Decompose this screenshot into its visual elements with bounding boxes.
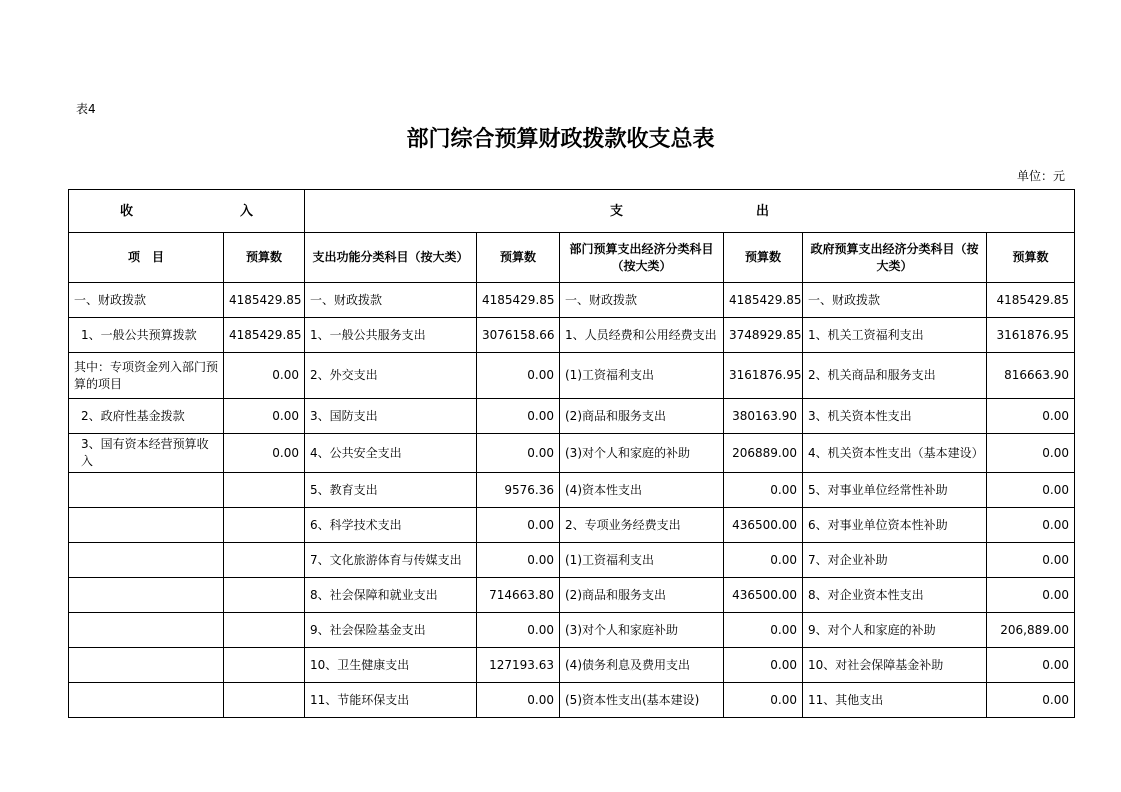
gov-econ-item-cell: 4、机关资本性支出（基本建设） xyxy=(803,434,987,473)
col-header-budget: 预算数 xyxy=(987,233,1075,283)
gov-econ-item-cell: 8、对企业资本性支出 xyxy=(803,578,987,613)
func-amount-cell: 0.00 xyxy=(477,353,560,399)
func-item-cell: 3、国防支出 xyxy=(305,399,477,434)
col-header-gov-econ: 政府预算支出经济分类科目（按大类） xyxy=(803,233,987,283)
income-item-cell xyxy=(69,543,224,578)
income-header xyxy=(69,190,305,233)
col-header-func: 支出功能分类科目（按大类） xyxy=(305,233,477,283)
dept-econ-amount-cell: 436500.00 xyxy=(724,578,803,613)
col-header-dept-econ: 部门预算支出经济分类科目（按大类） xyxy=(560,233,724,283)
dept-econ-item-cell: 1、人员经费和公用经费支出 xyxy=(560,318,724,353)
income-amount-cell xyxy=(224,578,305,613)
gov-econ-amount-cell: 0.00 xyxy=(987,683,1075,718)
func-amount-cell: 0.00 xyxy=(477,683,560,718)
expense-header xyxy=(305,190,1075,233)
gov-econ-amount-cell: 0.00 xyxy=(987,473,1075,508)
func-amount-cell: 0.00 xyxy=(477,543,560,578)
income-item-cell xyxy=(69,613,224,648)
gov-econ-amount-cell: 4185429.85 xyxy=(987,283,1075,318)
header-row-1 xyxy=(69,190,1075,233)
income-item-cell: 1、一般公共预算拨款 xyxy=(69,318,224,353)
table-row xyxy=(69,473,1075,508)
dept-econ-amount-cell: 3748929.85 xyxy=(724,318,803,353)
header-row-2 xyxy=(69,233,1075,283)
col-header-budget: 预算数 xyxy=(477,233,560,283)
gov-econ-item-cell: 7、对企业补助 xyxy=(803,543,987,578)
income-header-right: 入 xyxy=(239,203,253,219)
gov-econ-item-cell: 一、财政拨款 xyxy=(803,283,987,318)
gov-econ-item-cell: 11、其他支出 xyxy=(803,683,987,718)
page-title: 部门综合预算财政拨款收支总表 xyxy=(406,126,715,152)
budget-table xyxy=(68,189,1075,718)
func-item-cell: 一、财政拨款 xyxy=(305,283,477,318)
dept-econ-item-cell: (2)商品和服务支出 xyxy=(560,578,724,613)
table-row xyxy=(69,683,1075,718)
dept-econ-item-cell: (1)工资福利支出 xyxy=(560,543,724,578)
dept-econ-amount-cell: 436500.00 xyxy=(724,508,803,543)
func-amount-cell: 0.00 xyxy=(477,613,560,648)
income-item-cell: 2、政府性基金拨款 xyxy=(69,399,224,434)
income-header-left: 收 xyxy=(120,203,134,219)
gov-econ-amount-cell: 3161876.95 xyxy=(987,318,1075,353)
dept-econ-amount-cell: 380163.90 xyxy=(724,399,803,434)
gov-econ-amount-cell: 0.00 xyxy=(987,578,1075,613)
gov-econ-amount-cell: 206,889.00 xyxy=(987,613,1075,648)
func-amount-cell: 0.00 xyxy=(477,434,560,473)
table-number: 表4 xyxy=(76,102,96,116)
dept-econ-item-cell: (3)对个人和家庭的补助 xyxy=(560,434,724,473)
gov-econ-item-cell: 9、对个人和家庭的补助 xyxy=(803,613,987,648)
dept-econ-item-cell: 2、专项业务经费支出 xyxy=(560,508,724,543)
dept-econ-item-cell: 一、财政拨款 xyxy=(560,283,724,318)
table-row xyxy=(69,648,1075,683)
func-item-cell: 1、一般公共服务支出 xyxy=(305,318,477,353)
income-item-cell xyxy=(69,578,224,613)
func-item-cell: 5、教育支出 xyxy=(305,473,477,508)
income-amount-cell xyxy=(224,508,305,543)
table-row xyxy=(69,613,1075,648)
income-amount-cell: 4185429.85 xyxy=(224,283,305,318)
col-header-item: 项 目 xyxy=(69,233,224,283)
gov-econ-item-cell: 1、机关工资福利支出 xyxy=(803,318,987,353)
func-item-cell: 10、卫生健康支出 xyxy=(305,648,477,683)
table-row xyxy=(69,318,1075,353)
dept-econ-item-cell: (3)对个人和家庭补助 xyxy=(560,613,724,648)
gov-econ-amount-cell: 0.00 xyxy=(987,543,1075,578)
dept-econ-item-cell: (4)债务利息及费用支出 xyxy=(560,648,724,683)
gov-econ-amount-cell: 0.00 xyxy=(987,508,1075,543)
gov-econ-amount-cell: 0.00 xyxy=(987,648,1075,683)
income-item-cell xyxy=(69,683,224,718)
func-amount-cell: 9576.36 xyxy=(477,473,560,508)
dept-econ-amount-cell: 3161876.95 xyxy=(724,353,803,399)
table-row xyxy=(69,508,1075,543)
expense-header-right: 出 xyxy=(755,203,769,219)
func-item-cell: 8、社会保障和就业支出 xyxy=(305,578,477,613)
income-amount-cell: 0.00 xyxy=(224,399,305,434)
income-amount-cell: 0.00 xyxy=(224,353,305,399)
table-row xyxy=(69,353,1075,399)
gov-econ-amount-cell: 0.00 xyxy=(987,399,1075,434)
income-amount-cell: 0.00 xyxy=(224,434,305,473)
col-header-budget: 预算数 xyxy=(724,233,803,283)
gov-econ-item-cell: 6、对事业单位资本性补助 xyxy=(803,508,987,543)
dept-econ-item-cell: (2)商品和服务支出 xyxy=(560,399,724,434)
gov-econ-item-cell: 10、对社会保障基金补助 xyxy=(803,648,987,683)
func-item-cell: 4、公共安全支出 xyxy=(305,434,477,473)
income-amount-cell xyxy=(224,473,305,508)
income-amount-cell xyxy=(224,543,305,578)
dept-econ-amount-cell: 0.00 xyxy=(724,648,803,683)
dept-econ-amount-cell: 206889.00 xyxy=(724,434,803,473)
income-item-cell: 一、财政拨款 xyxy=(69,283,224,318)
table-row xyxy=(69,543,1075,578)
income-amount-cell xyxy=(224,613,305,648)
income-item-cell: 3、国有资本经营预算收入 xyxy=(69,434,224,473)
table-row xyxy=(69,434,1075,473)
income-item-cell xyxy=(69,648,224,683)
dept-econ-amount-cell: 0.00 xyxy=(724,473,803,508)
func-item-cell: 7、文化旅游体育与传媒支出 xyxy=(305,543,477,578)
table-row xyxy=(69,578,1075,613)
income-amount-cell xyxy=(224,683,305,718)
func-item-cell: 11、节能环保支出 xyxy=(305,683,477,718)
func-amount-cell: 0.00 xyxy=(477,508,560,543)
dept-econ-amount-cell: 0.00 xyxy=(724,683,803,718)
func-amount-cell: 0.00 xyxy=(477,399,560,434)
gov-econ-item-cell: 5、对事业单位经常性补助 xyxy=(803,473,987,508)
gov-econ-amount-cell: 0.00 xyxy=(987,434,1075,473)
gov-econ-item-cell: 3、机关资本性支出 xyxy=(803,399,987,434)
func-amount-cell: 714663.80 xyxy=(477,578,560,613)
gov-econ-amount-cell: 816663.90 xyxy=(987,353,1075,399)
func-item-cell: 9、社会保险基金支出 xyxy=(305,613,477,648)
unit-label: 单位：元 xyxy=(1016,169,1065,183)
func-amount-cell: 127193.63 xyxy=(477,648,560,683)
col-header-budget: 预算数 xyxy=(224,233,305,283)
dept-econ-item-cell: (1)工资福利支出 xyxy=(560,353,724,399)
func-amount-cell: 4185429.85 xyxy=(477,283,560,318)
income-amount-cell: 4185429.85 xyxy=(224,318,305,353)
income-item-cell xyxy=(69,473,224,508)
func-item-cell: 2、外交支出 xyxy=(305,353,477,399)
dept-econ-item-cell: (4)资本性支出 xyxy=(560,473,724,508)
expense-header-left: 支 xyxy=(610,203,624,219)
dept-econ-amount-cell: 4185429.85 xyxy=(724,283,803,318)
table-row xyxy=(69,399,1075,434)
table-row xyxy=(69,283,1075,318)
func-item-cell: 6、科学技术支出 xyxy=(305,508,477,543)
dept-econ-amount-cell: 0.00 xyxy=(724,613,803,648)
income-item-cell xyxy=(69,508,224,543)
dept-econ-amount-cell: 0.00 xyxy=(724,543,803,578)
func-amount-cell: 3076158.66 xyxy=(477,318,560,353)
dept-econ-item-cell: (5)资本性支出(基本建设) xyxy=(560,683,724,718)
income-amount-cell xyxy=(224,648,305,683)
income-item-cell: 其中：专项资金列入部门预算的项目 xyxy=(69,353,224,399)
gov-econ-item-cell: 2、机关商品和服务支出 xyxy=(803,353,987,399)
